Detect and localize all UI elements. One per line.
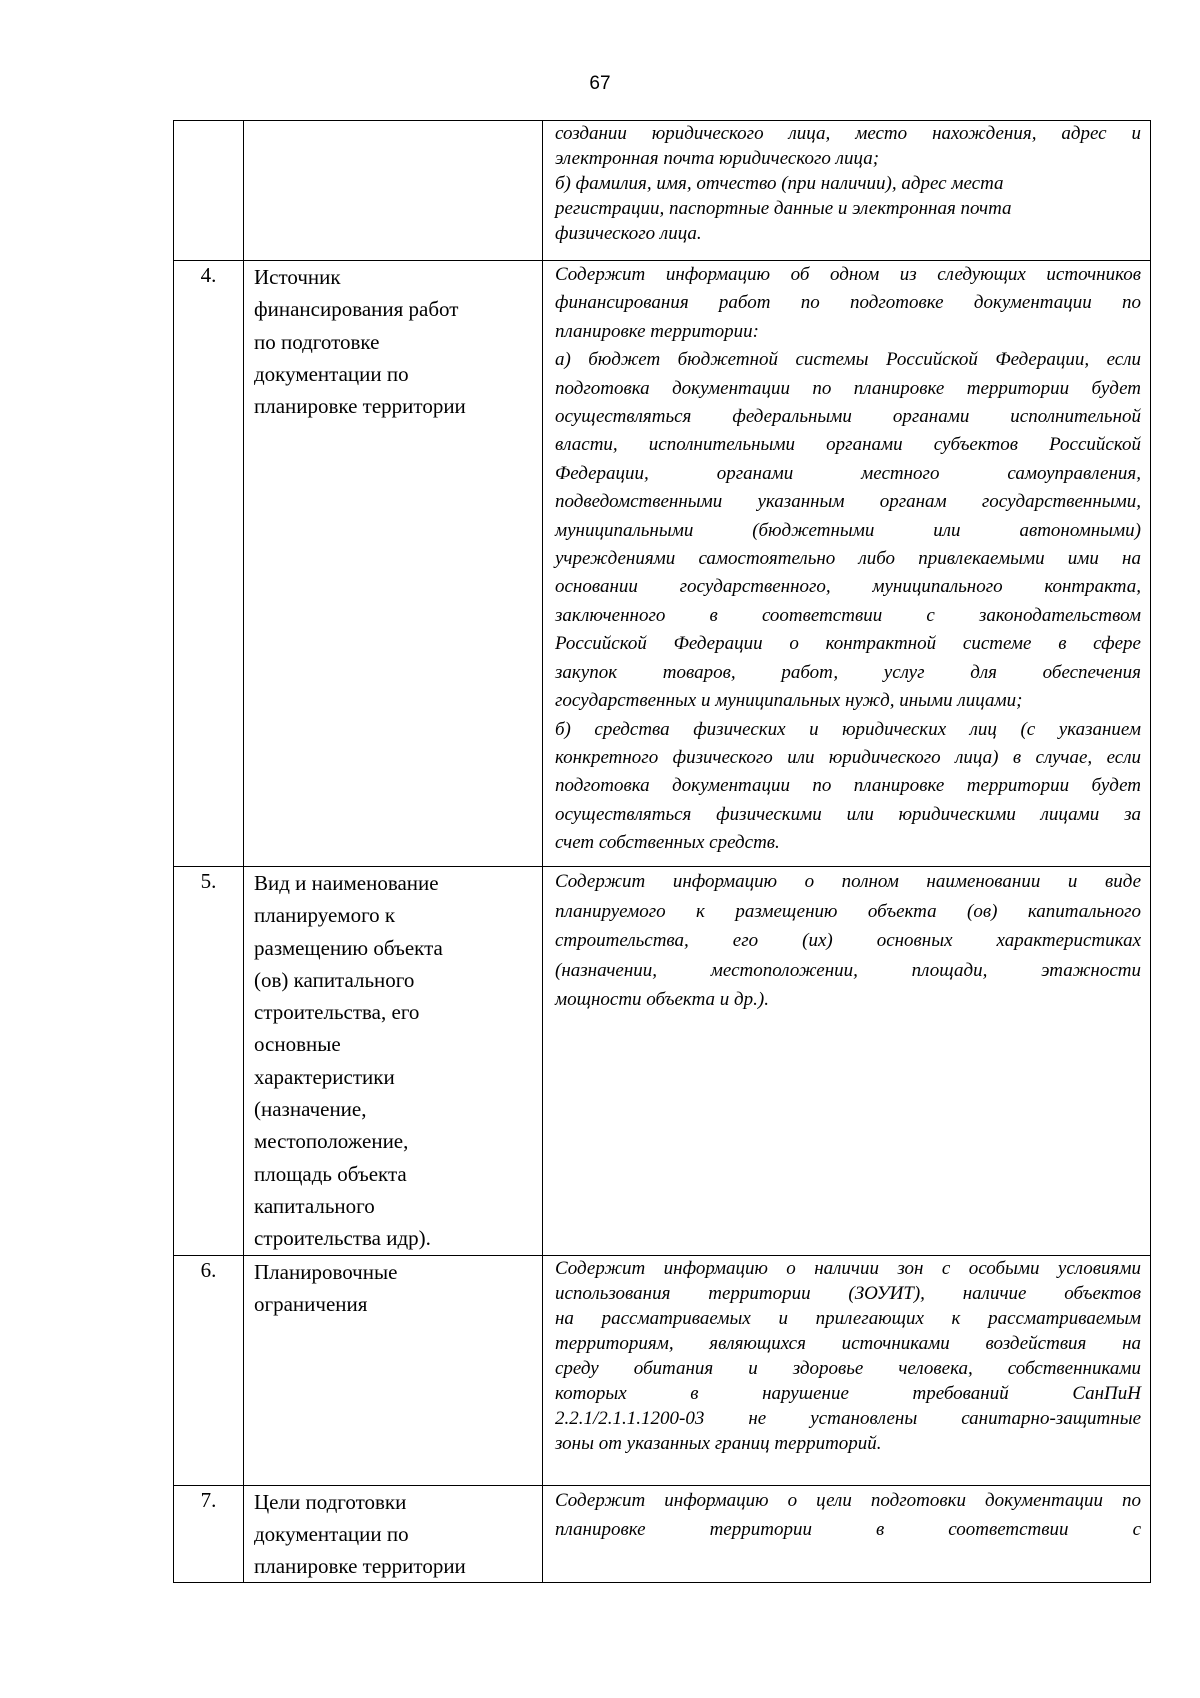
item-name-line: капитального <box>254 1193 375 1218</box>
row-number <box>174 121 244 261</box>
description-line: зоны от указанных границ территорий. <box>555 1432 882 1454</box>
item-name-line: местоположение, <box>254 1129 409 1154</box>
item-name-line: строительства, его <box>254 1000 420 1025</box>
description-line: которых в нарушение требований СанПиН <box>555 1382 1141 1404</box>
table-row <box>174 867 1151 1256</box>
description-line: на рассматриваемых и прилегающих к рассматриваемым <box>555 1307 1141 1329</box>
description-line: Содержит информацию о наличии зон с особыми условиями <box>555 1257 1141 1279</box>
description-line: осуществляться федеральными органами исполнительной <box>555 406 1141 428</box>
description-line: Российской Федерации о контрактной системе в сфере <box>555 633 1141 655</box>
description-line: создании юридического лица, место нахождения, адрес и <box>555 123 1141 144</box>
item-name-line: (ов) капитального <box>254 967 415 992</box>
item-name-line: размещению объекта <box>254 935 443 960</box>
document-table <box>173 120 1151 1583</box>
item-description-cell <box>543 261 1151 867</box>
item-name-line: характеристики <box>254 1064 395 1089</box>
item-description-cell <box>543 867 1151 1256</box>
item-description-cell <box>543 121 1151 261</box>
item-name-line: финансирования работ <box>254 297 459 322</box>
item-name-line: (назначение, <box>254 1097 367 1122</box>
page-number: 67 <box>589 73 611 94</box>
description-line: конкретного физического или юридического лица) в случае, если <box>555 746 1141 768</box>
description-line: подготовка документации по планировке территории будет <box>555 775 1141 797</box>
item-name-line: планировке территории <box>254 1554 466 1579</box>
item-name-cell <box>244 261 543 867</box>
description-line: планировке территории: <box>555 320 759 342</box>
table-row <box>174 121 1151 261</box>
description-line: закупок товаров, работ, услуг для обеспечения <box>555 661 1141 683</box>
description-line: заключенного в соответствии с законодательством <box>555 604 1141 626</box>
description-line: Содержит информацию об одном из следующих источников <box>555 264 1141 285</box>
item-name-cell <box>244 1485 543 1583</box>
description-line: планируемого к размещению объекта (ов) капитального <box>555 900 1141 922</box>
item-name-line: по подготовке <box>254 329 380 354</box>
row-number: 7. <box>174 1485 244 1583</box>
row-number: 5. <box>174 867 244 1256</box>
item-name-line: строительства идр). <box>254 1226 431 1251</box>
description-line: физического лица. <box>555 223 702 244</box>
description-line: б) фамилия, имя, отчество (при наличии), адрес места <box>555 173 1004 194</box>
item-description-cell <box>543 1485 1151 1583</box>
item-name-cell <box>244 121 543 261</box>
item-name-line: планируемого к <box>254 903 396 928</box>
description-line: Федерации, органами местного самоуправления, <box>555 462 1141 484</box>
item-name-line: Планировочные <box>254 1259 398 1284</box>
item-name-line: Вид и наименование <box>254 871 439 895</box>
table-row <box>174 261 1151 867</box>
description-line: электронная почта юридического лица; <box>555 148 880 169</box>
description-line: планировке территории в соответствии с <box>555 1519 1141 1541</box>
item-name-line: ограничения <box>254 1291 368 1316</box>
description-line: мощности объекта и др.). <box>555 989 769 1010</box>
description-line: счет собственных средств. <box>555 832 780 854</box>
description-line: власти, исполнительными органами субъектов Российской <box>555 434 1141 456</box>
description-line: строительства, его (их) основных характеристиках <box>555 930 1141 951</box>
description-line: б) средства физических и юридических лиц (с указанием <box>555 718 1141 740</box>
description-line: среду обитания и здоровье человека, собственниками <box>555 1357 1141 1379</box>
row-number: 6. <box>174 1255 244 1485</box>
table-row <box>174 1485 1151 1583</box>
description-line: Содержит информацию о полном наименовании и виде <box>555 871 1141 892</box>
description-line: (назначении, местоположении, площади, этажности <box>555 959 1141 981</box>
item-name-line: площадь объекта <box>254 1161 407 1186</box>
description-line: регистрации, паспортные данные и электронная почта <box>555 198 1012 219</box>
description-line: финансирования работ по подготовке документации по <box>555 292 1141 314</box>
description-line: учреждениями самостоятельно либо привлекаемыми ими на <box>555 548 1141 570</box>
description-line: использования территории (ЗОУИТ), наличие объектов <box>555 1282 1141 1304</box>
item-name-line: документации по <box>254 1521 409 1546</box>
item-name-line: основные <box>254 1032 341 1057</box>
item-description-cell <box>543 1255 1151 1485</box>
row-number: 4. <box>174 261 244 867</box>
item-name-line: Цели подготовки <box>254 1489 407 1514</box>
description-line: 2.2.1/2.1.1.1200-03 не установлены санитарно-защитные <box>555 1407 1141 1429</box>
description-line: основании государственного, муниципального контракта, <box>555 576 1141 598</box>
item-name-cell <box>244 1255 543 1485</box>
item-name-line: документации по <box>254 361 409 386</box>
item-name-cell <box>244 867 543 1256</box>
item-name-line: Источник <box>254 265 341 289</box>
description-line: подведомственными указанным органам государственными, <box>555 491 1141 513</box>
description-line: подготовка документации по планировке территории будет <box>555 377 1141 399</box>
description-line: Содержит информацию о цели подготовки документации по <box>555 1489 1141 1511</box>
description-line: государственных и муниципальных нужд, иными лицами; <box>555 690 1023 712</box>
description-line: а) бюджет бюджетной системы Российской Федерации, если <box>555 349 1141 371</box>
description-line: муниципальными (бюджетными или автономными) <box>555 519 1141 541</box>
table-row <box>174 1255 1151 1485</box>
description-line: территориям, являющихся источниками воздействия на <box>555 1332 1141 1354</box>
item-name-line: планировке территории <box>254 394 466 419</box>
description-line: осуществляться физическими или юридическими лицами за <box>555 803 1141 825</box>
